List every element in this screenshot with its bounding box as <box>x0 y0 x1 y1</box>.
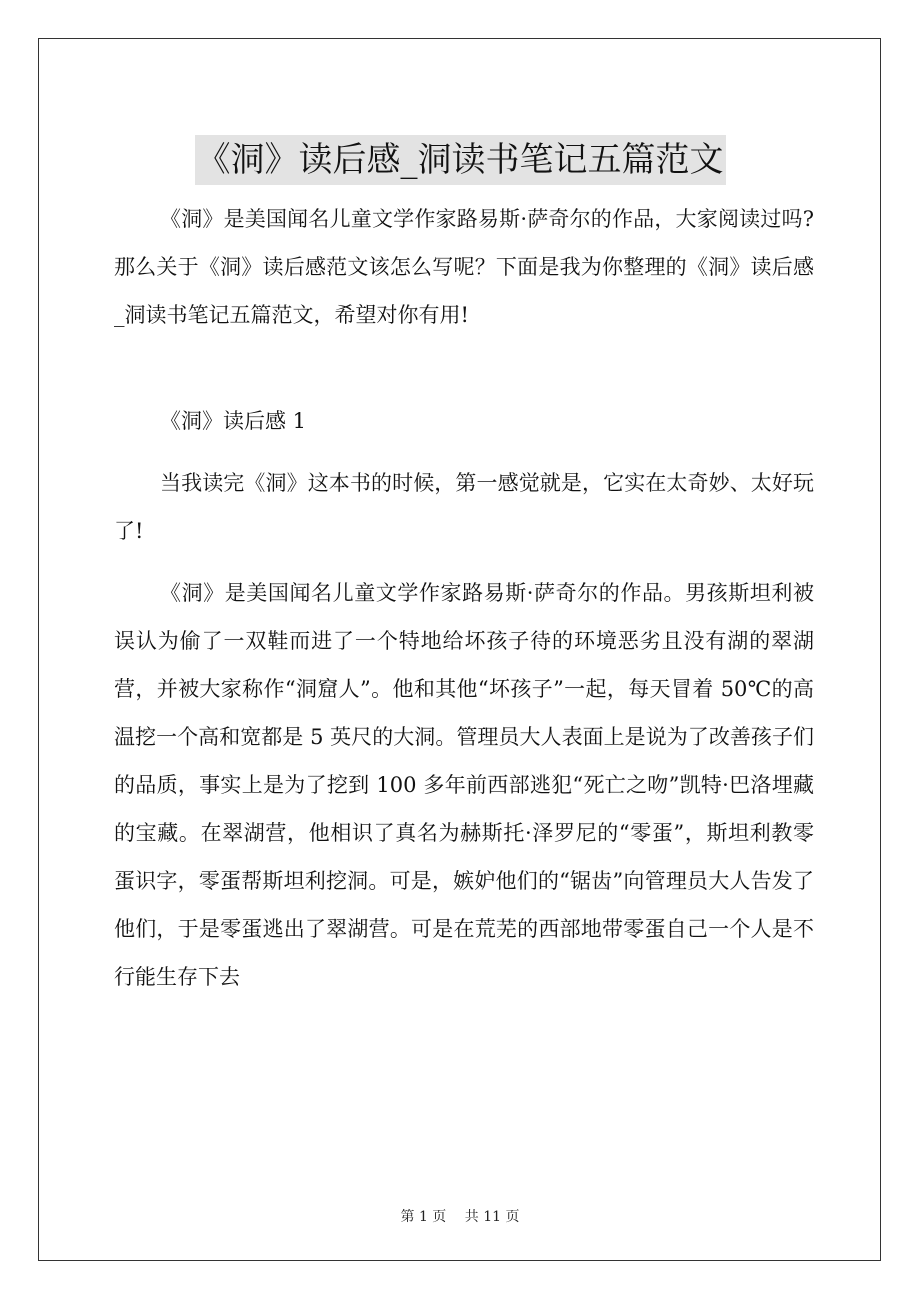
title-container <box>0 112 920 208</box>
page-footer <box>0 1206 920 1226</box>
document-title: 《洞》读后感_洞读书笔记五篇范文 <box>195 135 726 185</box>
body-paragraph-1: 当我读完《洞》这本书的时候，第一感觉就是，它实在太奇妙、太好玩了! <box>114 471 814 543</box>
page-number: 第 1 页 <box>400 1209 447 1225</box>
intro-paragraph: 《洞》是美国闻名儿童文学作家路易斯·萨奇尔的作品，大家阅读过吗?那么关于《洞》读后感范文该怎么写呢？下面是我为你整理的《洞》读后感_洞读书笔记五篇范文，希望对你有用! <box>114 207 814 327</box>
section-heading: 《洞》读后感 1 <box>160 409 307 433</box>
document-body <box>114 195 814 1015</box>
total-pages: 共 11 页 <box>464 1209 520 1225</box>
body-paragraph-2: 《洞》是美国闻名儿童文学作家路易斯·萨奇尔的作品。男孩斯坦利被误认为偷了一双鞋而进了一个特地给坏孩子待的环境恶劣且没有湖的翠湖营，并被大家称作“洞窟人”。他和其他“坏孩子”一起，每天冒着 50℃的高温挖一个高和宽都是 5 英尺的大洞。管理员大人表面上是说为了改善孩子们的品质，事实上是为了挖到 100 多年前西部逃犯“死亡之吻”凯特·巴洛埋藏的宝藏。在翠湖营，他相识了真名为赫斯托·泽罗尼的“零蛋”，斯坦利教零蛋识字，零蛋帮斯坦利挖洞。可是，嫉妒他们的“锯齿”向管理员大人告发了他们，于是零蛋逃出了翠湖营。可是在荒芜的西部地带零蛋自己一个人是不行能生存下去 <box>114 581 814 989</box>
